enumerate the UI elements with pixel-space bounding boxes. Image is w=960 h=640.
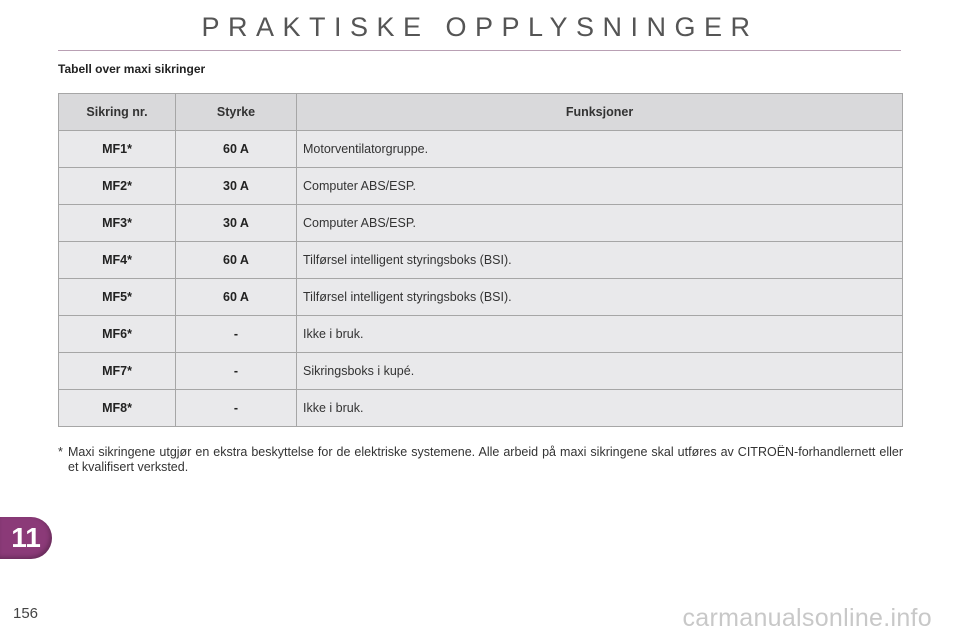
fuse-number: MF8*	[59, 390, 176, 427]
column-header-styrke: Styrke	[176, 94, 297, 131]
page-number: 156	[13, 605, 39, 622]
fuse-amperage: -	[176, 316, 297, 353]
title-divider	[58, 50, 901, 51]
chapter-title: PRAKTISKE OPPLYSNINGER	[201, 12, 759, 42]
fuse-function: Tilførsel intelligent styringsboks (BSI).	[297, 242, 903, 279]
fuse-amperage: -	[176, 353, 297, 390]
table-row	[59, 131, 903, 168]
table-row	[59, 205, 903, 242]
table-row	[59, 279, 903, 316]
fuse-number: MF3*	[59, 205, 176, 242]
column-header-funksjoner: Funksjoner	[297, 94, 903, 131]
footnote-asterisk: *	[58, 445, 63, 459]
table-row	[59, 353, 903, 390]
fuse-number: MF5*	[59, 279, 176, 316]
fuse-function: Computer ABS/ESP.	[297, 168, 903, 205]
watermark-text: carmanualsonline.info	[682, 604, 932, 632]
fuse-function: Tilførsel intelligent styringsboks (BSI).	[297, 279, 903, 316]
fuse-number: MF7*	[59, 353, 176, 390]
fuse-amperage: -	[176, 390, 297, 427]
fuse-number: MF1*	[59, 131, 176, 168]
fuse-table	[58, 93, 903, 427]
table-row	[59, 242, 903, 279]
fuse-amperage: 60 A	[176, 279, 297, 316]
fuse-number: MF2*	[59, 168, 176, 205]
chapter-tab: 11	[0, 517, 52, 559]
table-row	[59, 316, 903, 353]
fuse-number: MF6*	[59, 316, 176, 353]
table-header-row	[59, 94, 903, 131]
column-header-sikring-nr: Sikring nr.	[59, 94, 176, 131]
footnote	[58, 445, 903, 475]
fuse-function: Ikke i bruk.	[297, 316, 903, 353]
footnote-text: Maxi sikringene utgjør en ekstra beskyttelse for de elektriske systemene. Alle arbeid på maxi sikringene skal utføres av CITROËN-forhandlernett eller et kvalifisert verksted.	[68, 445, 903, 474]
fuse-function: Sikringsboks i kupé.	[297, 353, 903, 390]
table-row	[59, 168, 903, 205]
fuse-amperage: 30 A	[176, 168, 297, 205]
fuse-function: Ikke i bruk.	[297, 390, 903, 427]
fuse-amperage: 30 A	[176, 205, 297, 242]
fuse-function: Motorventilatorgruppe.	[297, 131, 903, 168]
fuse-number: MF4*	[59, 242, 176, 279]
fuse-function: Computer ABS/ESP.	[297, 205, 903, 242]
table-row	[59, 390, 903, 427]
fuse-amperage: 60 A	[176, 242, 297, 279]
fuse-amperage: 60 A	[176, 131, 297, 168]
section-heading: Tabell over maxi sikringer	[58, 62, 206, 76]
